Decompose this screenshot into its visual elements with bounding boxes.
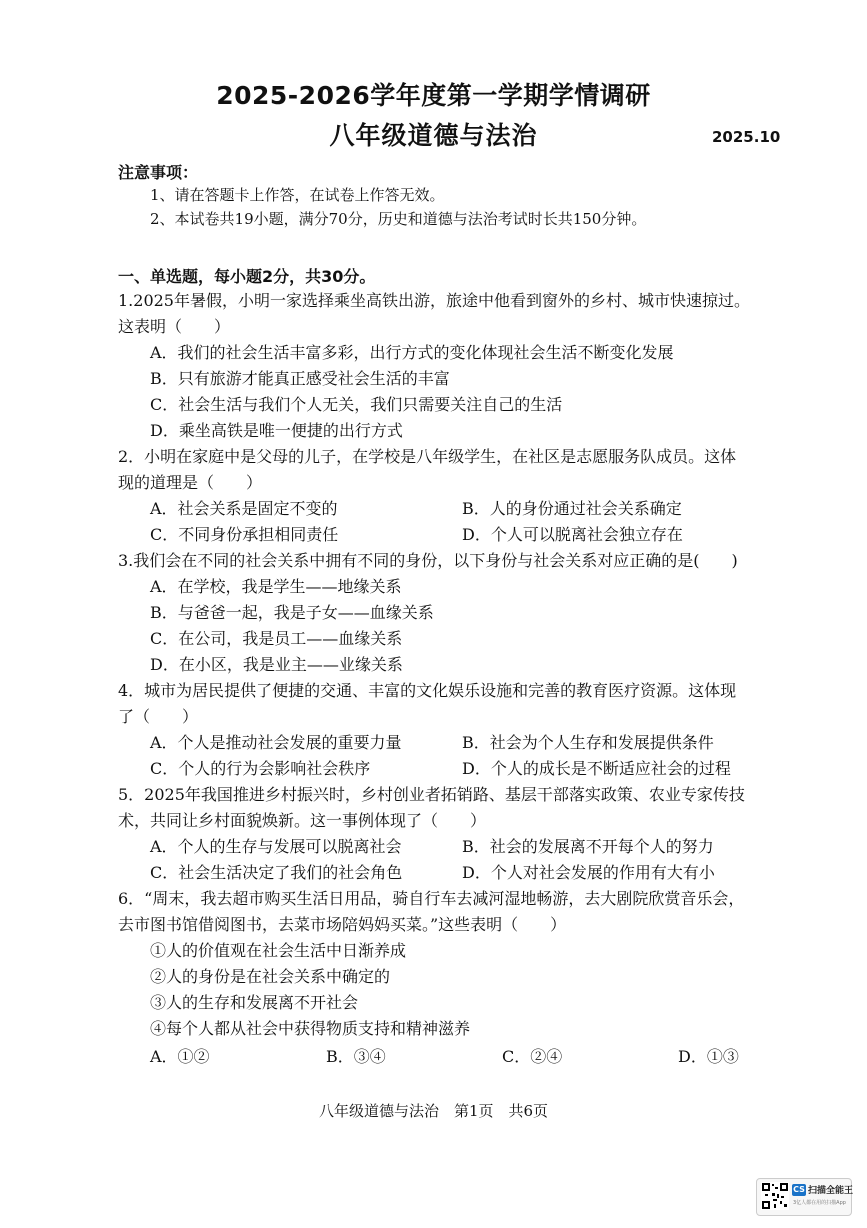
- page-footer: 八年级道德与法治 第1页 共6页: [318, 1102, 549, 1120]
- scanner-app-tagline: 3亿人都在用的扫描App: [793, 1200, 846, 1206]
- notice-item: 2、本试卷共19小题，满分70分，历史和道德与法治考试时长共150分钟。: [150, 210, 647, 228]
- qr-code-icon: [761, 1182, 789, 1210]
- question-4-option-a: A．个人是推动社会发展的重要力量: [150, 733, 402, 752]
- notice-item: 1、请在答题卡上作答，在试卷上作答无效。: [150, 186, 445, 204]
- question-1-line-2: 这表明（ ）: [118, 317, 231, 336]
- question-1-option-a: A．我们的社会生活丰富多彩，出行方式的变化体现社会生活不断变化发展: [150, 343, 674, 362]
- question-5-option-d: D．个人对社会发展的作用有大有小: [462, 863, 715, 882]
- question-6-option-b: B．③④: [326, 1047, 386, 1066]
- question-1-option-d: D．乘坐高铁是唯一便捷的出行方式: [150, 421, 403, 440]
- question-2-option-d: D．个人可以脱离社会独立存在: [462, 525, 683, 544]
- notice-heading: 注意事项：: [118, 163, 199, 182]
- section-title: 一、单选题，每小题2分，共30分。: [118, 267, 376, 286]
- question-5-option-a: A．个人的生存与发展可以脱离社会: [150, 837, 402, 856]
- camscanner-logo-icon: CS: [793, 1185, 805, 1194]
- question-6-line-2: 去市图书馆借阅图书，去菜市场陪妈妈买菜。”这些表明（ ）: [118, 915, 567, 934]
- question-3-line-1: 3.我们会在不同的社会关系中拥有不同的身份，以下身份与社会关系对应正确的是( ): [118, 551, 738, 570]
- question-2-line-1: 2．小明在家庭中是父母的儿子，在学校是八年级学生，在社区是志愿服务队成员。这体: [118, 447, 737, 466]
- question-4-option-c: C．个人的行为会影响社会秩序: [150, 759, 371, 778]
- question-3-option-c: C．在公司，我是员工——血缘关系: [150, 629, 403, 648]
- question-4-option-d: D．个人的成长是不断适应社会的过程: [462, 759, 731, 778]
- question-2-line-2: 现的道理是（ ）: [118, 473, 263, 492]
- scanner-watermark: [756, 1178, 852, 1216]
- question-5-option-c: C．社会生活决定了我们的社会角色: [150, 863, 403, 882]
- question-6-statement-2: ②人的身份是在社会关系中确定的: [150, 967, 391, 986]
- question-4-line-2: 了（ ）: [118, 707, 199, 726]
- exam-date: 2025.10: [712, 128, 781, 146]
- question-4-line-1: 4．城市为居民提供了便捷的交通、丰富的文化娱乐设施和完善的教育医疗资源。这体现: [118, 681, 737, 700]
- question-3-option-d: D．在小区，我是业主——业缘关系: [150, 655, 403, 674]
- question-3-option-b: B．与爸爸一起，我是子女——血缘关系: [150, 603, 434, 622]
- scanner-app-name: 扫描全能王: [808, 1186, 854, 1196]
- question-1-line-1: 1.2025年暑假，小明一家选择乘坐高铁出游，旅途中他看到窗外的乡村、城市快速掠过。: [118, 291, 750, 310]
- question-6-line-1: 6．“周末，我去超市购买生活日用品，骑自行车去减河湿地畅游，去大剧院欣赏音乐会，: [118, 889, 745, 908]
- question-6-statement-3: ③人的生存和发展离不开社会: [150, 993, 359, 1012]
- question-2-option-b: B．人的身份通过社会关系确定: [462, 499, 682, 518]
- question-3-option-a: A．在学校，我是学生——地缘关系: [150, 577, 402, 596]
- question-6-statement-4: ④每个人都从社会中获得物质支持和精神滋养: [150, 1019, 471, 1038]
- question-6-statement-1: ①人的价值观在社会生活中日渐养成: [150, 941, 407, 960]
- exam-subtitle: 八年级道德与法治: [329, 121, 538, 150]
- question-4-option-b: B．社会为个人生存和发展提供条件: [462, 733, 714, 752]
- question-1-option-b: B．只有旅游才能真正感受社会生活的丰富: [150, 369, 450, 388]
- question-2-option-a: A．社会关系是固定不变的: [150, 499, 338, 518]
- question-2-option-c: C．不同身份承担相同责任: [150, 525, 339, 544]
- question-6-option-c: C．②④: [502, 1047, 563, 1066]
- exam-title: 2025-2026学年度第一学期学情调研: [216, 81, 651, 110]
- question-5-line-1: 5．2025年我国推进乡村振兴时，乡村创业者拓销路、基层干部落实政策、农业专家传技: [118, 785, 745, 804]
- question-6-option-d: D．①③: [678, 1047, 739, 1066]
- question-6-option-a: A．①②: [150, 1047, 210, 1066]
- question-5-option-b: B．社会的发展离不开每个人的努力: [462, 837, 714, 856]
- question-1-option-c: C．社会生活与我们个人无关，我们只需要关注自己的生活: [150, 395, 563, 414]
- question-5-line-2: 术，共同让乡村面貌焕新。这一事例体现了（ ）: [118, 811, 487, 830]
